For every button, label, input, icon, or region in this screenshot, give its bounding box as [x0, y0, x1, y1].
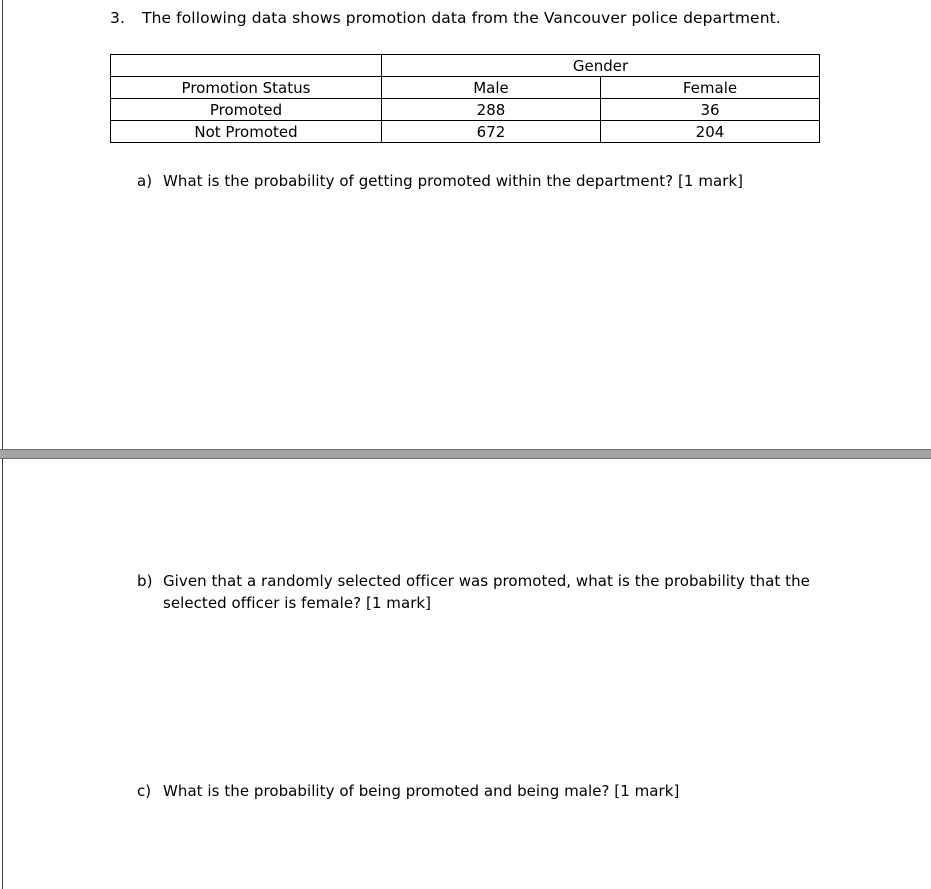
question-stem-text: The following data shows promotion data from the Vancouver police department.	[142, 9, 781, 27]
question-number: 3.	[110, 9, 125, 27]
question-part-b	[137, 570, 827, 614]
promotion-data-table-wrapper	[110, 54, 820, 143]
page-break-separator	[0, 449, 931, 460]
table-row-column-headers	[111, 77, 820, 99]
question-part-b-label: b)	[137, 572, 153, 590]
question-part-c-label: c)	[137, 782, 152, 800]
table-cell-promoted-female: 36	[601, 99, 820, 121]
promotion-data-table	[110, 54, 820, 143]
table-cell-not-promoted-male: 672	[382, 121, 601, 143]
table-cell-header-female: Female	[601, 77, 820, 99]
page-two	[0, 460, 931, 889]
table-cell-promoted-male: 288	[382, 99, 601, 121]
table-cell-group-header-gender: Gender	[382, 55, 820, 77]
table-row	[111, 99, 820, 121]
table-row-group-header	[111, 55, 820, 77]
question-part-a-text: What is the probability of getting promoted within the department? [1 mark]	[163, 172, 744, 190]
question-part-b-text: Given that a randomly selected officer was promoted, what is the probability that the selected officer is female? [1 mark]	[163, 572, 810, 612]
table-cell-row-header-label: Promotion Status	[111, 77, 382, 99]
question-heading	[110, 8, 870, 29]
question-part-a	[137, 170, 837, 192]
table-row	[111, 121, 820, 143]
page-break-band-fill	[0, 450, 931, 458]
table-cell-corner-blank	[111, 55, 382, 77]
table-cell-row-label-not-promoted: Not Promoted	[111, 121, 382, 143]
table-cell-row-label-promoted: Promoted	[111, 99, 382, 121]
question-part-c-text: What is the probability of being promoted and being male? [1 mark]	[163, 782, 680, 800]
question-part-a-label: a)	[137, 172, 153, 190]
page-break-bottom-line	[0, 458, 931, 459]
table-cell-not-promoted-female: 204	[601, 121, 820, 143]
table-cell-header-male: Male	[382, 77, 601, 99]
question-part-c	[137, 780, 837, 802]
